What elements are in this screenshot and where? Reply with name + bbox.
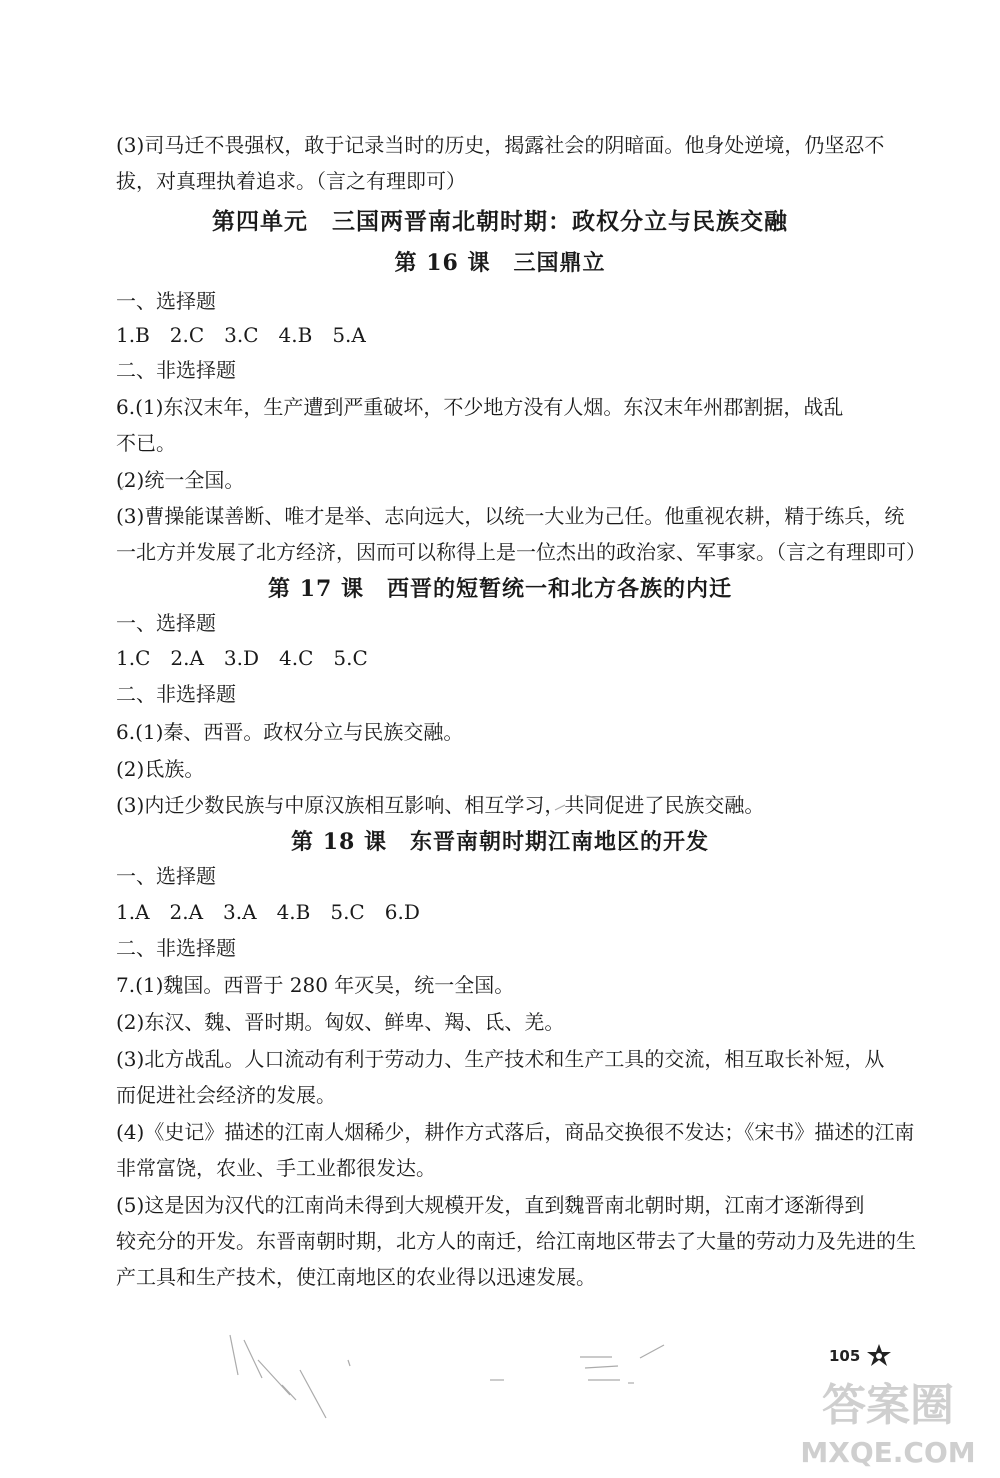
unit-title: 第四单元 三国两晋南北朝时期：政权分立与民族交融 [212,209,788,235]
choice-answers: 1.B 2.C 3.C 4.B 5.A [116,323,366,347]
section-heading: 二、非选择题 [116,936,236,960]
text-line: 产工具和生产技术，使江南地区的农业得以迅速发展。 [116,1265,596,1289]
text-line: 不已。 [116,431,176,455]
text-line: 非常富饶，农业、手工业都很发达。 [116,1156,436,1180]
section-heading: 二、非选择题 [116,358,236,382]
section-heading: 一、选择题 [116,289,216,313]
text-line: 拔，对真理执着追求。（言之有理即可） [116,169,466,193]
text-line: (4)《史记》描述的江南人烟稀少，耕作方式落后，商品交换很不发达；《宋书》描述的江南 [116,1120,915,1144]
section-heading: 一、选择题 [116,611,216,635]
watermark-top: 答案圈 [822,1380,954,1431]
text-line: (2)统一全国。 [116,468,245,492]
text-line: (2)氐族。 [116,757,205,781]
watermark-bottom: MXQE.COM [800,1436,976,1469]
lesson-17-title: 第 17 课 西晋的短暂统一和北方各族的内迁 [268,576,732,602]
section-heading: 一、选择题 [116,864,216,888]
text-line: (3)曹操能谋善断、唯才是举、志向远大，以统一大业为己任。他重视农耕，精于练兵，统 [116,504,905,528]
text-line: (3)北方战乱。人口流动有利于劳动力、生产技术和生产工具的交流，相互取长补短，从 [116,1047,885,1071]
lesson-16-title: 第 16 课 三国鼎立 [394,250,606,276]
text-line: (5)这是因为汉代的江南尚未得到大规模开发，直到魏晋南北朝时期，江南才逐渐得到 [116,1193,865,1217]
text-line: 而促进社会经济的发展。 [116,1083,336,1107]
text-line: 6.(1)秦、西晋。政权分立与民族交融。 [116,720,464,744]
section-heading: 二、非选择题 [116,682,236,706]
choice-answers: 1.A 2.A 3.A 4.B 5.C 6.D [116,900,420,924]
page-number: 105 [829,1347,861,1365]
watermark [788,1364,988,1472]
text-line: 一北方并发展了北方经济，因而可以称得上是一位杰出的政治家、军事家。（言之有理即可） [116,540,926,564]
lesson-18-title: 第 18 课 东晋南朝时期江南地区的开发 [291,829,709,855]
text-line: 较充分的开发。东晋南朝时期，北方人的南迁，给江南地区带去了大量的劳动力及先进的生 [116,1229,916,1253]
text-line: 7.(1)魏国。西晋于 280 年灭吴，统一全国。 [116,973,515,997]
text-line: (2)东汉、魏、晋时期。匈奴、鲜卑、羯、氐、羌。 [116,1010,565,1034]
choice-answers: 1.C 2.A 3.D 4.C 5.C [116,646,368,670]
text-line: 6.(1)东汉末年，生产遭到严重破坏，不少地方没有人烟。东汉末年州郡割据，战乱 [116,395,844,419]
text-line: (3)内迁少数民族与中原汉族相互影响、相互学习，共同促进了民族交融。 [116,793,765,817]
text-line: (3)司马迁不畏强权，敢于记录当时的历史，揭露社会的阴暗面。他身处逆境，仍坚忍不 [116,133,885,157]
